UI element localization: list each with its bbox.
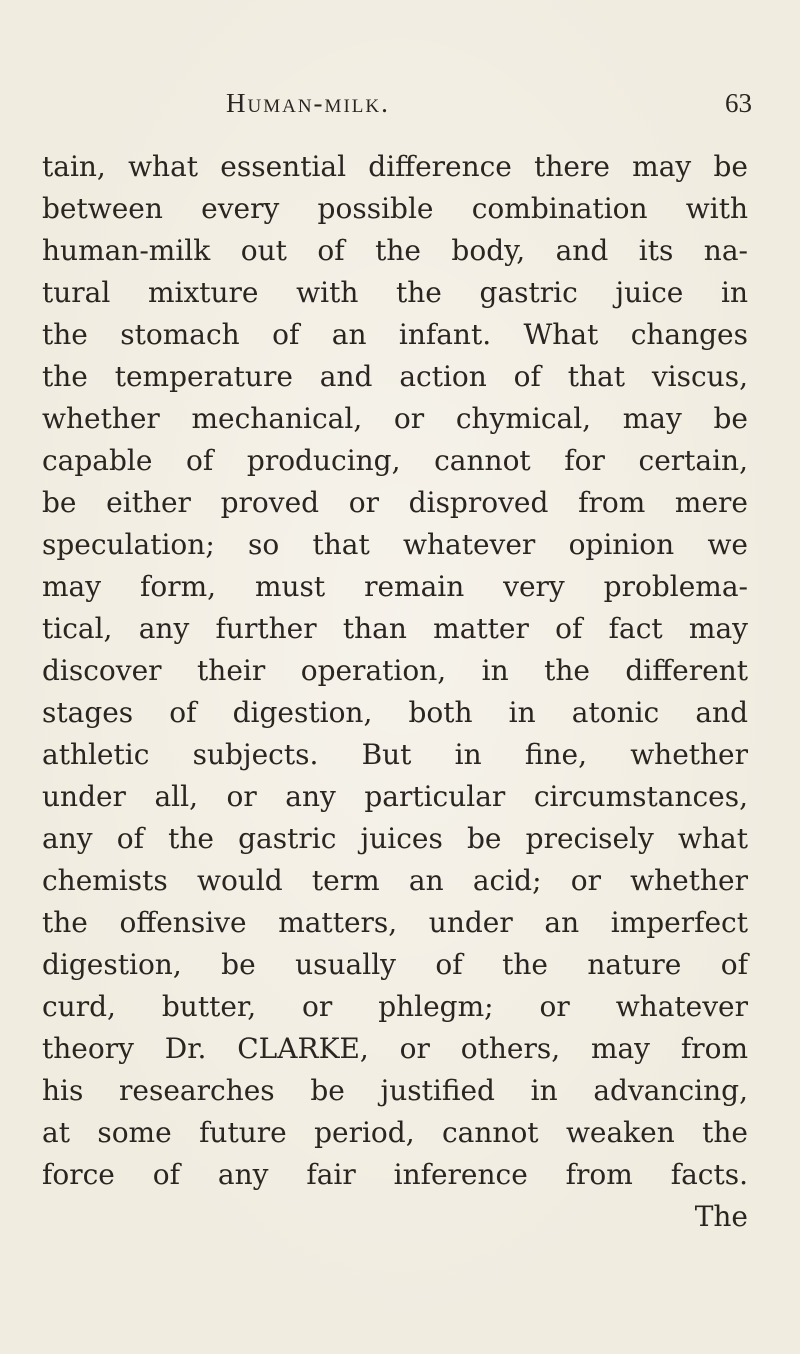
running-head [0, 88, 800, 128]
text-line: the stomach of an infant. What changes [42, 318, 748, 351]
catchword: The [694, 1200, 748, 1233]
text-line: at some future period, cannot weaken the [42, 1116, 748, 1149]
text-line: force of any fair inference from facts. [42, 1158, 748, 1191]
text-line: under all, or any particular circumstances, [42, 780, 748, 813]
text-line: tical, any further than matter of fact may [42, 612, 748, 645]
text-line: the offensive matters, under an imperfect [42, 906, 748, 939]
running-head-title: Human-milk. [226, 88, 390, 118]
text-line: speculation; so that whatever opinion we [42, 528, 748, 561]
text-line: theory Dr. CLARKE, or others, may from [42, 1032, 748, 1065]
page-number: 63 [725, 88, 752, 118]
text-line: any of the gastric juices be precisely what [42, 822, 748, 855]
text-line: athletic subjects. But in fine, whether [42, 738, 748, 771]
text-line: be either proved or disproved from mere [42, 486, 748, 519]
text-line: curd, butter, or phlegm; or whatever [42, 990, 748, 1023]
text-line: tain, what essential difference there may be [42, 150, 748, 183]
text-line: human-milk out of the body, and its na- [42, 234, 748, 267]
text-line: whether mechanical, or chymical, may be [42, 402, 748, 435]
text-line: tural mixture with the gastric juice in [42, 276, 748, 309]
text-line: his researches be justified in advancing, [42, 1074, 748, 1107]
body-text [42, 146, 748, 1238]
text-line: digestion, be usually of the nature of [42, 948, 748, 981]
text-line: may form, must remain very problema- [42, 570, 748, 603]
text-line: stages of digestion, both in atonic and [42, 696, 748, 729]
text-line: the temperature and action of that viscus, [42, 360, 748, 393]
text-line: discover their operation, in the different [42, 654, 748, 687]
text-line: capable of producing, cannot for certain, [42, 444, 748, 477]
text-line: between every possible combination with [42, 192, 748, 225]
text-line: chemists would term an acid; or whether [42, 864, 748, 897]
